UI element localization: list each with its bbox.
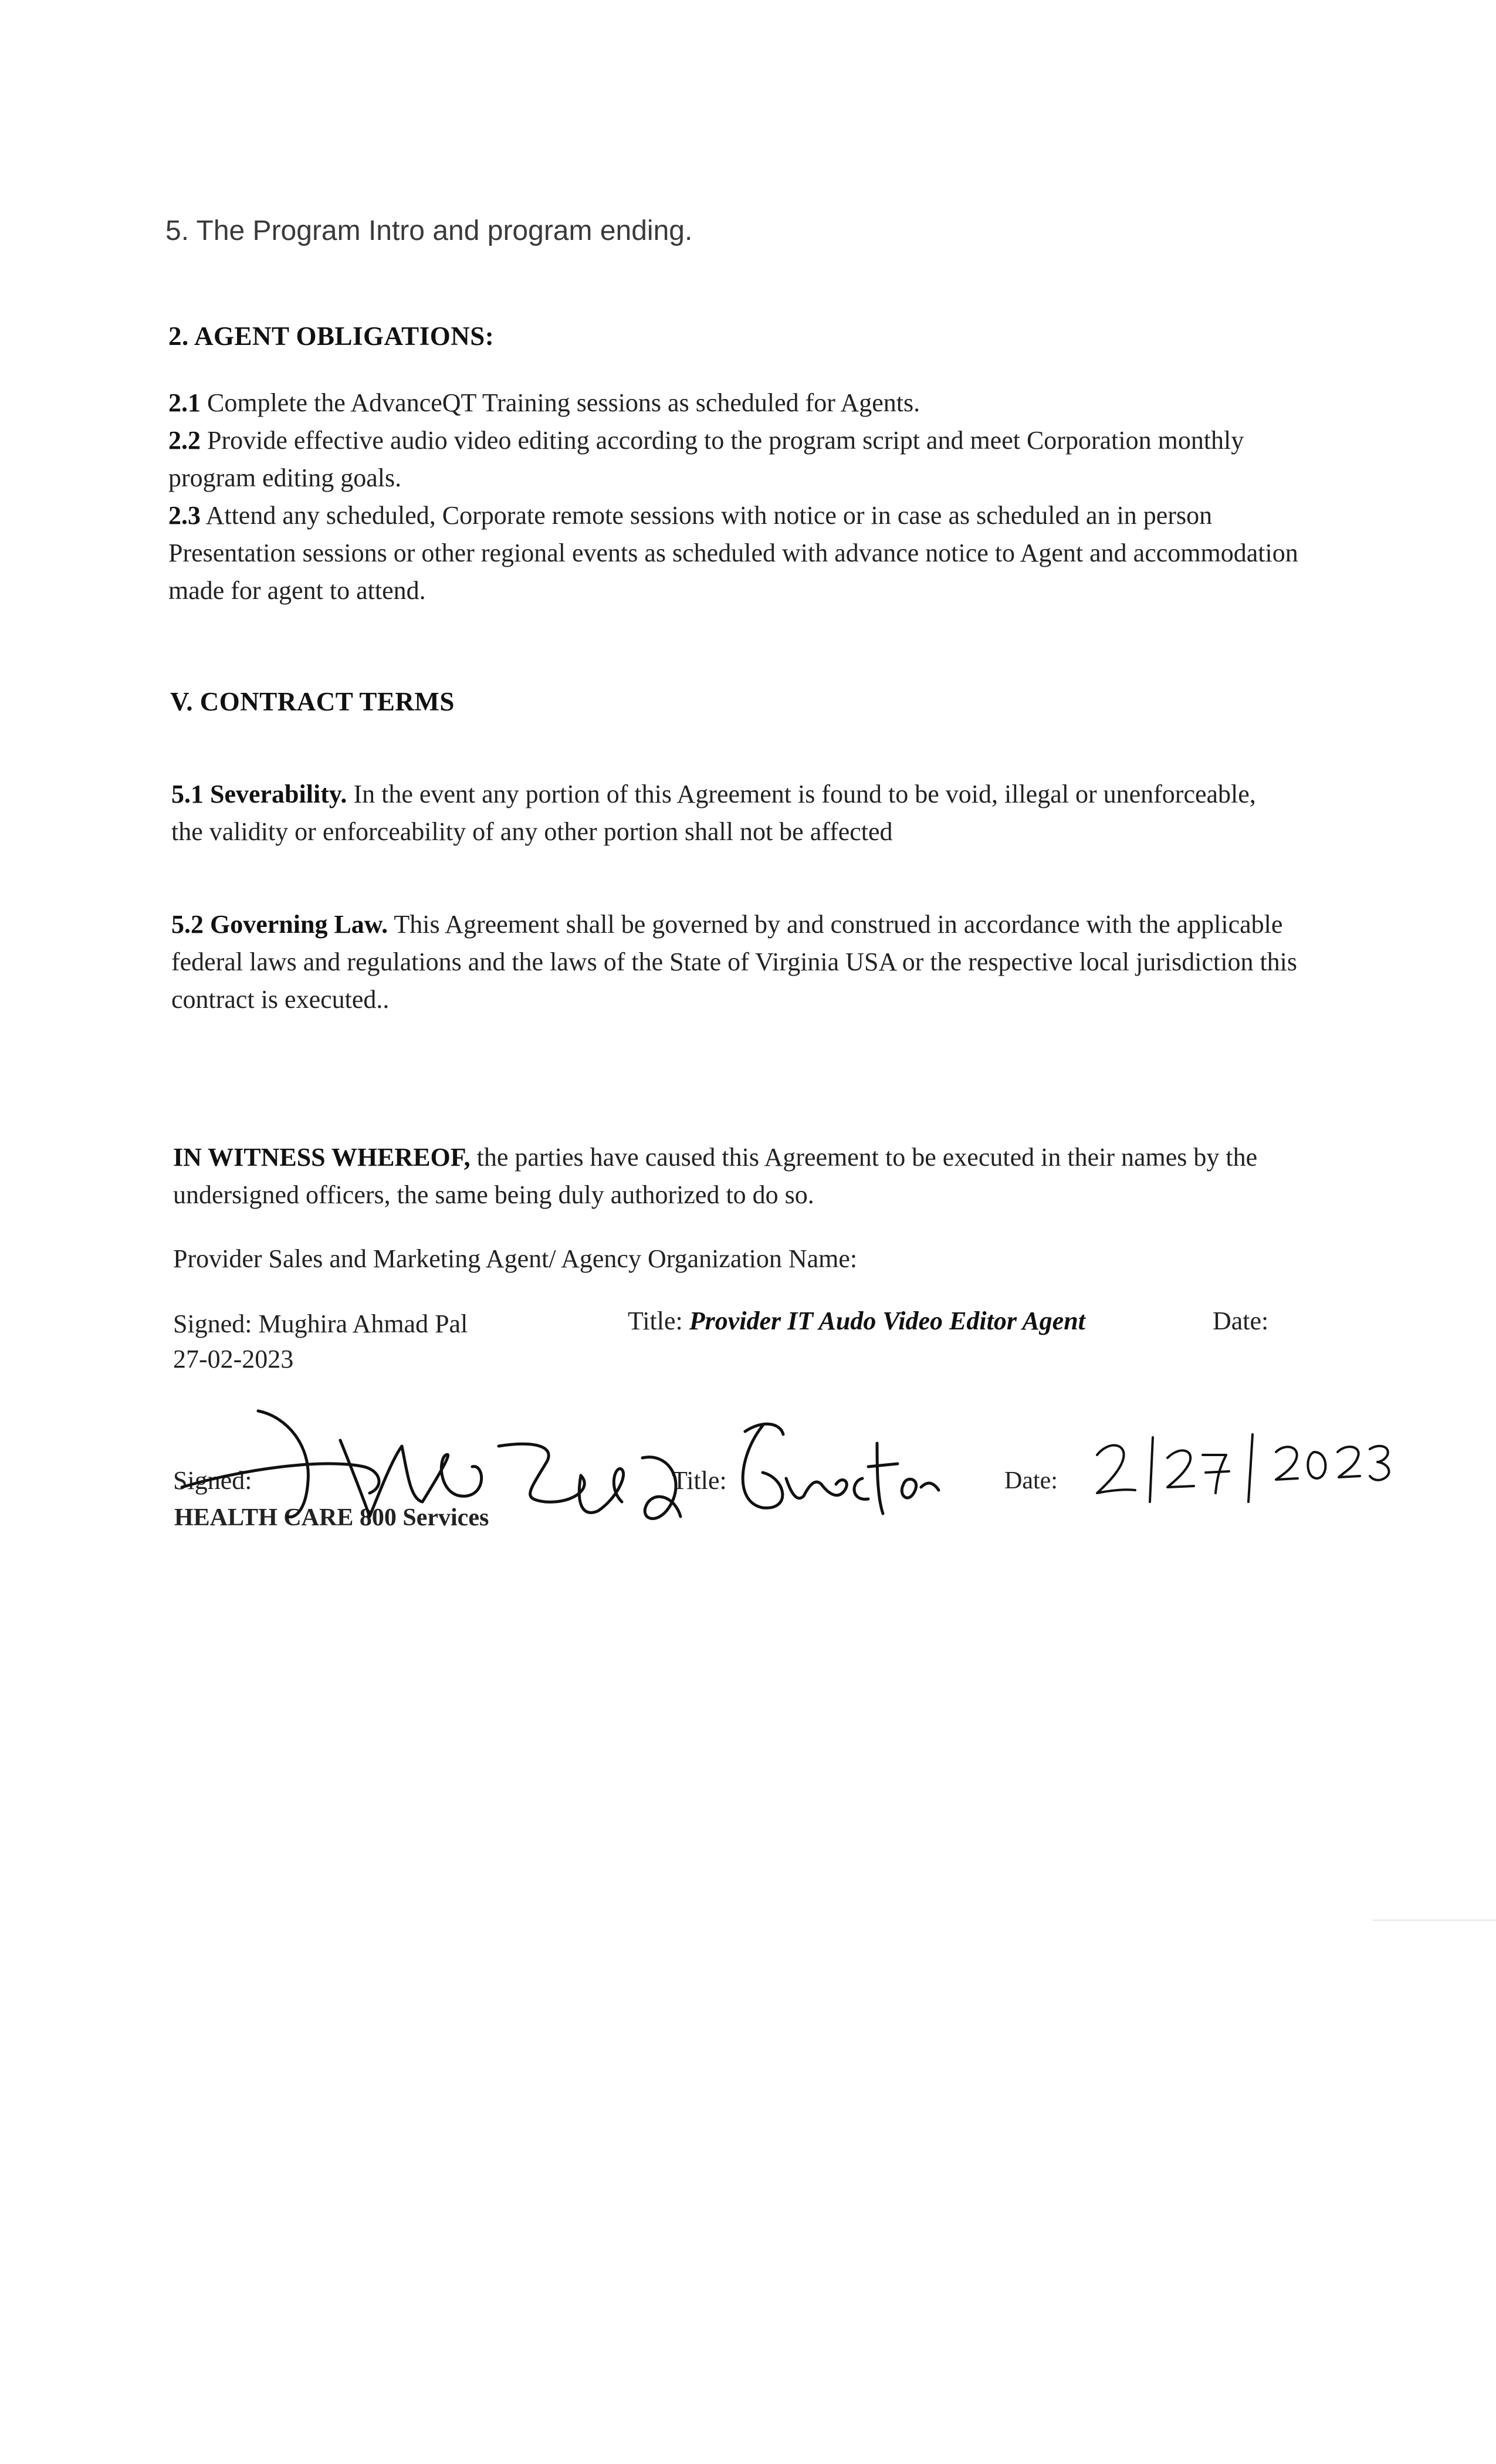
obligation-number: 2.1 [168, 388, 201, 417]
obligation-item [168, 422, 1318, 497]
agent-date-value: 27-02-2023 [173, 1345, 294, 1373]
agent-signed-line: Signed: Mughira Ahmad Pal [173, 1309, 468, 1338]
obligation-text: Provide effective audio video editing according to the program script and meet Corporation monthly program editing goals. [168, 426, 1244, 492]
handwritten-signature [170, 1399, 698, 1552]
handwritten-title-director [727, 1408, 962, 1525]
witness-text: the parties have caused this Agreement to be executed in their names by the undersigned officers, the same being duly authorized to do so. [173, 1143, 1258, 1209]
handwritten-date [1085, 1426, 1414, 1508]
obligation-number: 2.3 [168, 501, 201, 530]
severability-label: 5.1 Severability. [171, 780, 347, 808]
agent-obligations-list [168, 384, 1318, 610]
obligation-text: Complete the AdvanceQT Training sessions as scheduled for Agents. [207, 388, 920, 417]
governing-law-clause [171, 906, 1321, 1018]
company-signed-label: Signed: [173, 1466, 252, 1495]
scan-artifact-line [1373, 1920, 1496, 1921]
agent-title-line [628, 1302, 1085, 1340]
agent-title-label: Title: [628, 1307, 683, 1335]
obligation-item [168, 384, 1318, 422]
provider-org-label: Provider Sales and Marketing Agent/ Agency Organization Name: [173, 1244, 858, 1273]
program-intro-item: 5. The Program Intro and program ending. [165, 215, 693, 246]
witness-clause [173, 1139, 1276, 1214]
agent-date-label: Date: [1213, 1307, 1269, 1335]
company-date-label: Date: [1004, 1467, 1058, 1494]
contract-terms-heading: V. CONTRACT TERMS [170, 687, 455, 716]
witness-label: IN WITNESS WHEREOF, [173, 1143, 471, 1172]
obligation-number: 2.2 [168, 426, 201, 455]
obligation-item [168, 497, 1318, 610]
agent-obligations-heading: 2. AGENT OBLIGATIONS: [168, 321, 495, 351]
governing-law-label: 5.2 Governing Law. [171, 910, 388, 939]
company-title-label: Title: [672, 1466, 727, 1495]
obligation-text: Attend any scheduled, Corporate remote sessions with notice or in case as scheduled an in person Presentation sessions or other regional events as scheduled with advance notice to Agent and accommodation made for agent to attend. [168, 501, 1298, 605]
severability-clause [171, 776, 1274, 851]
company-name: HEALTH CARE 800 Services [174, 1504, 489, 1531]
governing-law-text: This Agreement shall be governed by and construed in accordance with the applicable federal laws and regulations and the laws of the State of Virginia USA or the respective local jurisdiction this contract is executed.. [171, 910, 1298, 1014]
severability-text: In the event any portion of this Agreement is found to be void, illegal or unenforceable, the validity or enforceability of any other portion shall not be affected [171, 780, 1256, 846]
agent-title-value: Provider IT Audo Video Editor Agent [689, 1307, 1085, 1335]
